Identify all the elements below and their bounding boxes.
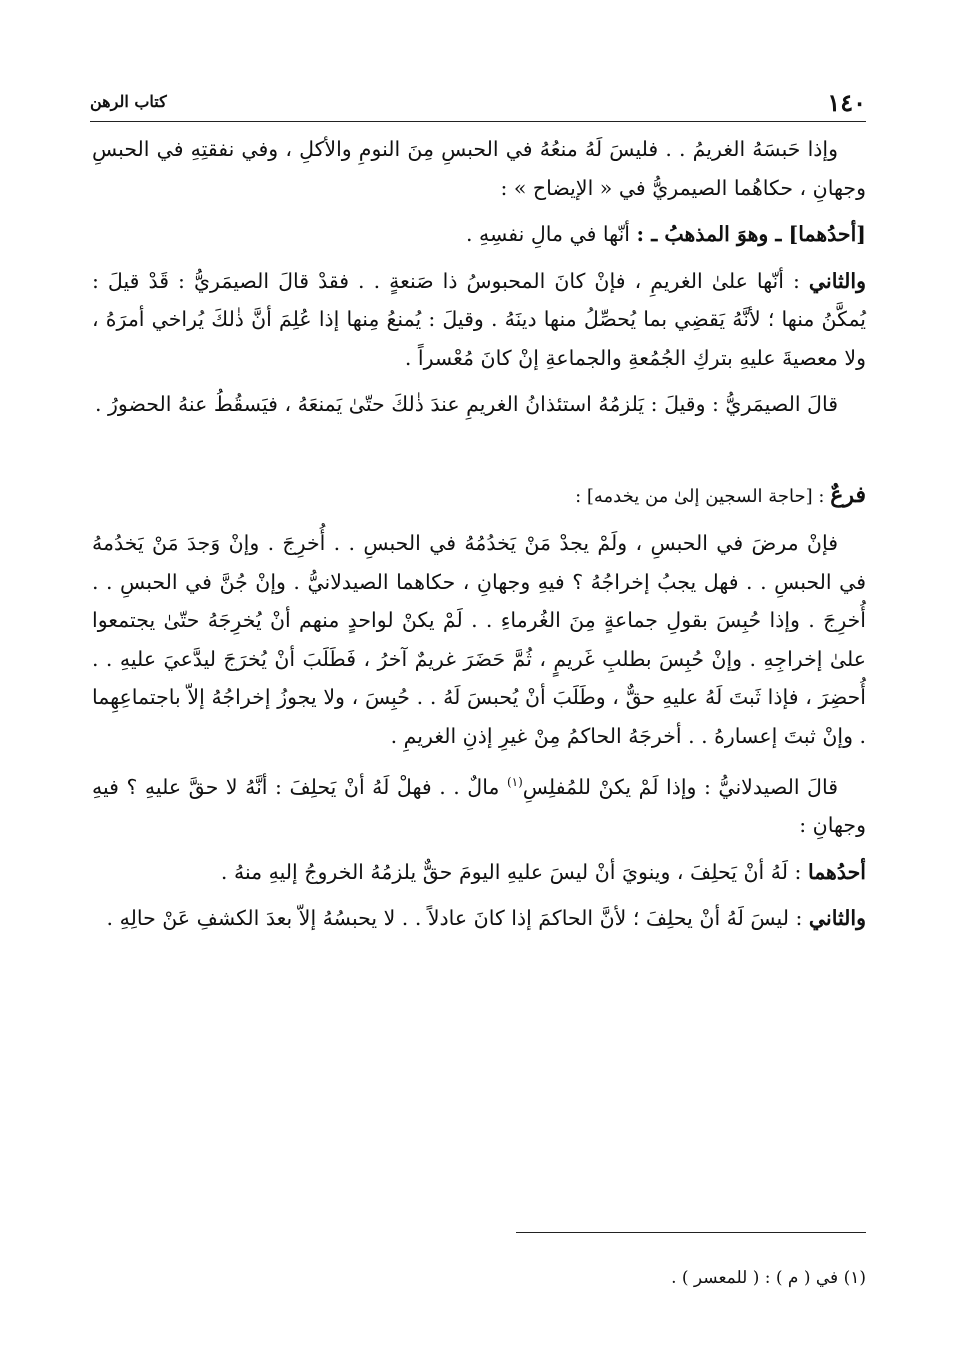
paragraph-text: أنّها في مالِ نفسِهِ .: [465, 222, 637, 246]
paragraph: فإنْ مرضَ في الحبسِ ، ولَمْ يجدْ مَنْ يَخدُمُهُ في الحبسِ . . أُخرِجَ . وإنْ وَجدَ مَنْ يَخدُمهُ في الحبسِ . . فهل يجبُ إخراجُهُ ؟ فيهِ وجهانِ ، حكاهما الصيدلانيُّ . وإنْ جُنَّ في الحبسِ . . أُخرِجَ . وإذا حُبِسَ بقولِ جماعةٍ مِنَ الغُرماءِ . . لَمْ يكنْ لواحدٍ منهم أنْ يُخرِجَهُ حتّىٰ يجتمعوا علىٰ إخراجِهِ . وإنْ حُبِسَ بطلبِ غَريمٍ ، ثُمَّ حَضَرَ غريمٌ آخرُ ، فَطَلَبَ أنْ يُخرَجَ ليدَّعيَ عليهِ . . أُحضِرَ ، فإذا ثَبتَ لَهُ عليهِ حقٌّ ، وطَلَبَ أنْ يُحبسَ لَهُ . . حُبِسَ ، ولا يجوزُ إخراجُهُ إلاّ باجتماعِهِما . وإنْ ثبتَ إعسارهُ . . أخرجَهُ الحاكمُ مِنْ غيرِ إذنِ الغريمِ .: [92, 531, 866, 748]
section-heading: [92, 476, 866, 517]
paragraph: [92, 215, 866, 254]
page-number: ١٤٠: [827, 88, 866, 117]
paragraph: [92, 853, 866, 892]
book-title: كتاب الرهن: [90, 92, 167, 111]
running-head: [90, 88, 866, 122]
footnote-marker[interactable]: (١): [506, 775, 523, 789]
term-first: أحدُهما: [807, 859, 866, 884]
footnote-rule: [516, 1232, 866, 1233]
paragraph: قالَ الصيمَريُّ : وقيلَ : يَلزمُهُ استئذانُ الغريمِ عندَ ذٰلكَ حتّىٰ يَمنعَهُ ، فيَسقُطُ عنهُ الحضورُ .: [94, 392, 838, 416]
term-first: [أحدُهما] ـ وهوَ المذهبُ ـ :: [636, 222, 866, 246]
header-rule: [90, 121, 866, 122]
paragraph-text: مالٌ . . فهلْ لَهُ أنْ يَحلِفَ : أنَّهُ لا حقَّ عليهِ ؟ فيهِ وجهانِ :: [92, 774, 866, 838]
paragraph-text: قالَ الصيدلانيُّ : وإذا لَمْ يكنْ للمُفلِسِ: [522, 774, 838, 799]
main-text: [92, 130, 866, 946]
paragraph: [92, 262, 866, 378]
footnote: (١) في ( م ) : ( للمعسر ) .: [671, 1268, 866, 1288]
paragraph-text: : ليسَ لَهُ أنْ يحلِفَ ؛ لأنَّ الحاكمَ إذا كانَ عادلاً . . لا يحبسُهُ إلاّ بعدَ الكشفِ عَنْ حالِهِ .: [106, 906, 809, 931]
paragraph-text: : لَهُ أنْ يَحلِفَ ، وينويَ أنْ ليسَ عليهِ اليومَ حقٌّ يلزمُهُ الخروجُ إليهِ منهُ .: [220, 859, 808, 884]
paragraph: وإذا حَبسَهُ الغريمُ . . فليسَ لَهُ منعُهُ في الحبسِ مِنَ النومِ والأكلِ ، وفي نفقتِهِ في الحبسِ وجهانِ ، حكاهُما الصيمريُّ في « الإيضاح » :: [92, 137, 866, 200]
paragraph: [92, 899, 866, 938]
paragraph: [92, 763, 866, 845]
term-second: والثاني: [808, 268, 866, 293]
far-label: فرعٌ: [830, 481, 866, 508]
term-second: والثاني: [808, 906, 866, 931]
section-subtitle: : [حاجة السجين إلىٰ من يخدمه] :: [575, 485, 831, 507]
paragraph-text: : أنّها علىٰ الغريمِ ، فإنْ كانَ المحبوسُ ذا صَنعةٍ . . فقدْ قالَ الصيمَريُّ : قَدْ قيلَ : يُمكَّنُ منها ؛ لأنَّهُ يَقضِي بما يُحصِّلُ منها دينَهُ . وقيلَ : يُمنعُ مِنها إذا عُلِمَ أنَّ ذٰلكَ يُراخي أمرَهُ ، ولا معصيةَ عليهِ بتركِ الجُمُعةِ والجماعةِ إنْ كانَ مُعْسراً .: [92, 268, 866, 370]
